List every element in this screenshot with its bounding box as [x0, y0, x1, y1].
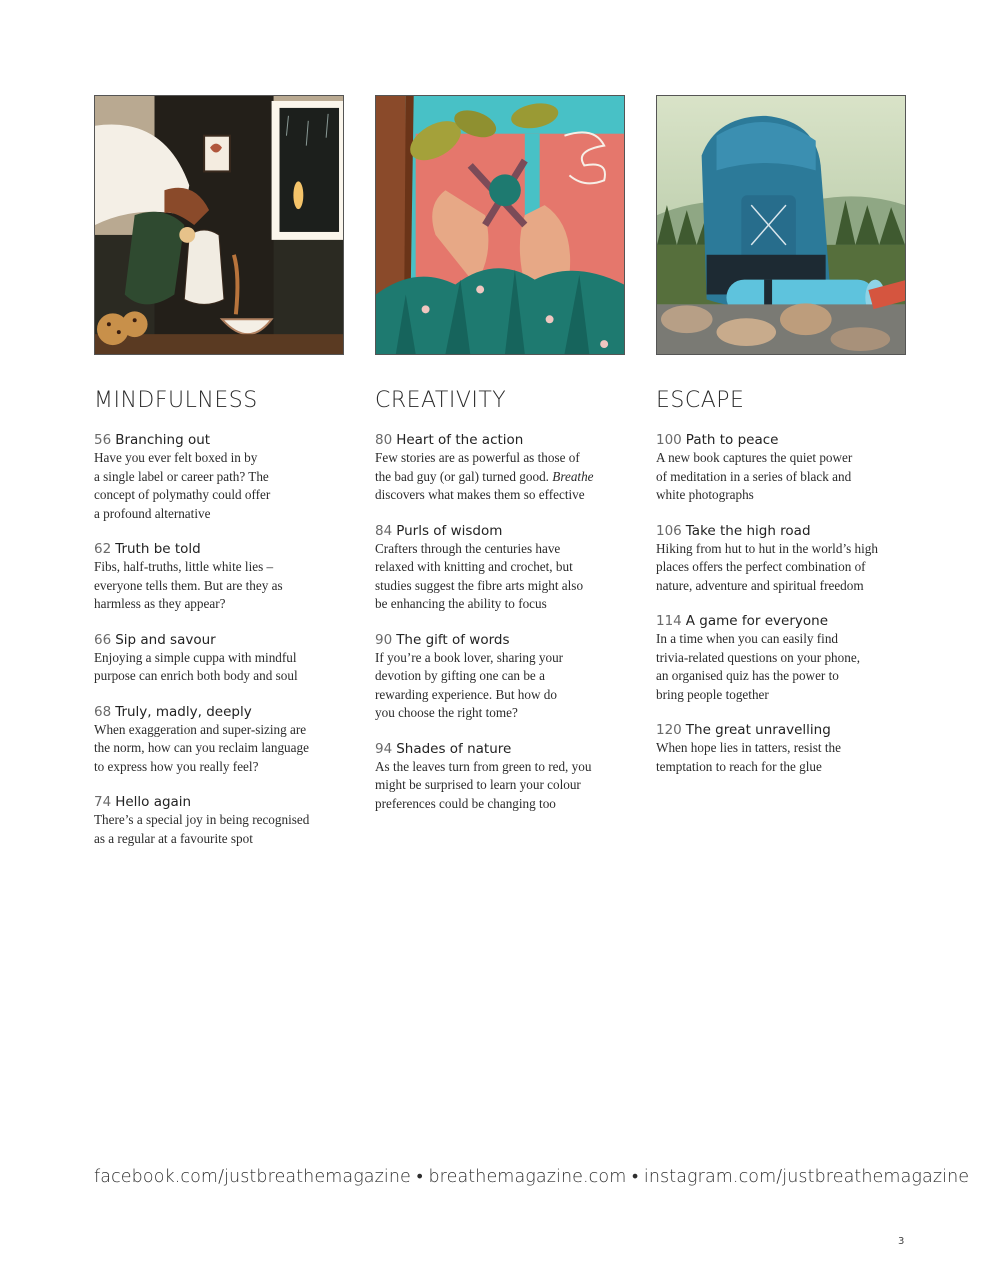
article-title: Truly, madly, deeply — [115, 703, 252, 720]
article-title: Take the high road — [685, 522, 811, 539]
article-description: Have you ever felt boxed in by a single label or career path? The concept of polymathy could offer a profound alternative — [94, 450, 271, 521]
page-number: 90 — [375, 631, 393, 648]
page-number: 80 — [375, 432, 393, 448]
article-title: Path to peace — [685, 432, 779, 448]
article-description: If you’re a book lover, sharing your devotion by gifting one can be a rewarding experience. But how do you choose the right tome? — [375, 649, 564, 720]
article-title: Heart of the action — [396, 432, 524, 448]
section-title: CREATIVITY — [375, 388, 507, 413]
page-number: 94 — [375, 740, 393, 757]
toc-entry[interactable] — [94, 541, 346, 614]
page-number: 100 — [656, 432, 682, 448]
page-number: 106 — [656, 522, 682, 539]
toc-entry[interactable] — [656, 722, 918, 776]
page-number: 56 — [94, 432, 112, 448]
article-title: Purls of wisdom — [396, 522, 503, 539]
toc-entry[interactable] — [656, 523, 918, 596]
article-description: Enjoying a simple cuppa with mindful purpose can enrich both body and soul — [94, 649, 298, 683]
article-title: Truth be told — [115, 541, 201, 557]
article-title: Hello again — [115, 794, 192, 810]
toc-list — [375, 432, 627, 813]
article-description: In a time when you can easily find trivia-related questions on your phone, an organised quiz has the power to bring people together — [656, 631, 860, 702]
article-description: Hiking from hut to hut in the world’s high places offers the perfect combination of nature, adventure and spiritual freedom — [656, 540, 878, 593]
toc-entry[interactable] — [375, 741, 627, 814]
article-title: Sip and savour — [115, 631, 216, 648]
column-mindfulness — [94, 95, 346, 866]
page-number: 120 — [656, 722, 682, 738]
section-title: ESCAPE — [656, 388, 745, 413]
toc-entry[interactable] — [375, 632, 627, 723]
article-description: As the leaves turn from green to red, you might be surprised to learn your colour preferences could be changing too — [375, 758, 592, 811]
article-description: When exaggeration and super-sizing are the norm, how can you reclaim language to express how you really feel? — [94, 721, 309, 774]
toc-entry[interactable] — [94, 794, 346, 848]
toc-entry[interactable] — [375, 432, 627, 505]
scissors-hands-illustration — [375, 95, 625, 355]
toc-entry[interactable] — [656, 432, 918, 505]
toc-list — [656, 432, 918, 776]
article-title: The great unravelling — [685, 722, 831, 738]
page-number: 84 — [375, 522, 393, 539]
article-description: There’s a special joy in being recognised as a regular at a favourite spot — [94, 812, 310, 846]
social-links-footer: facebook.com/justbreathemagazine • breathemagazine.com • instagram.com/justbreathemagazine — [94, 1167, 970, 1187]
article-title: Branching out — [115, 432, 211, 448]
section-title: MINDFULNESS — [94, 388, 258, 413]
backpack-photo — [656, 95, 906, 355]
tea-pouring-illustration — [94, 95, 344, 355]
article-description: When hope lies in tatters, resist the temptation to reach for the glue — [656, 740, 841, 774]
column-escape — [656, 95, 918, 794]
article-title: A game for everyone — [685, 613, 829, 629]
page-number: 66 — [94, 631, 112, 648]
page-number: 74 — [94, 794, 112, 810]
article-description: Few stories are as powerful as those of the bad guy (or gal) turned good. Breathe discovers what makes them so effective — [375, 450, 594, 502]
toc-entry[interactable] — [94, 632, 346, 686]
page-number: 68 — [94, 703, 112, 720]
article-title: The gift of words — [396, 631, 510, 648]
column-creativity — [375, 95, 627, 831]
toc-entry[interactable] — [94, 432, 346, 523]
article-title: Shades of nature — [396, 740, 512, 757]
article-description: Crafters through the centuries have relaxed with knitting and crochet, but studies suggest the fibre arts might also be enhancing the ability to focus — [375, 540, 584, 611]
article-description: A new book captures the quiet power of meditation in a series of black and white photographs — [656, 450, 853, 502]
toc-entry[interactable] — [94, 704, 346, 777]
article-description: Fibs, half-truths, little white lies – everyone tells them. But are they as harmless as they appear? — [94, 559, 283, 611]
toc-list — [94, 432, 346, 848]
page-number: 114 — [656, 613, 682, 629]
toc-entry[interactable] — [375, 523, 627, 614]
toc-entry[interactable] — [656, 613, 918, 704]
page-number-footer: 3 — [898, 1236, 905, 1247]
page-number: 62 — [94, 541, 112, 557]
